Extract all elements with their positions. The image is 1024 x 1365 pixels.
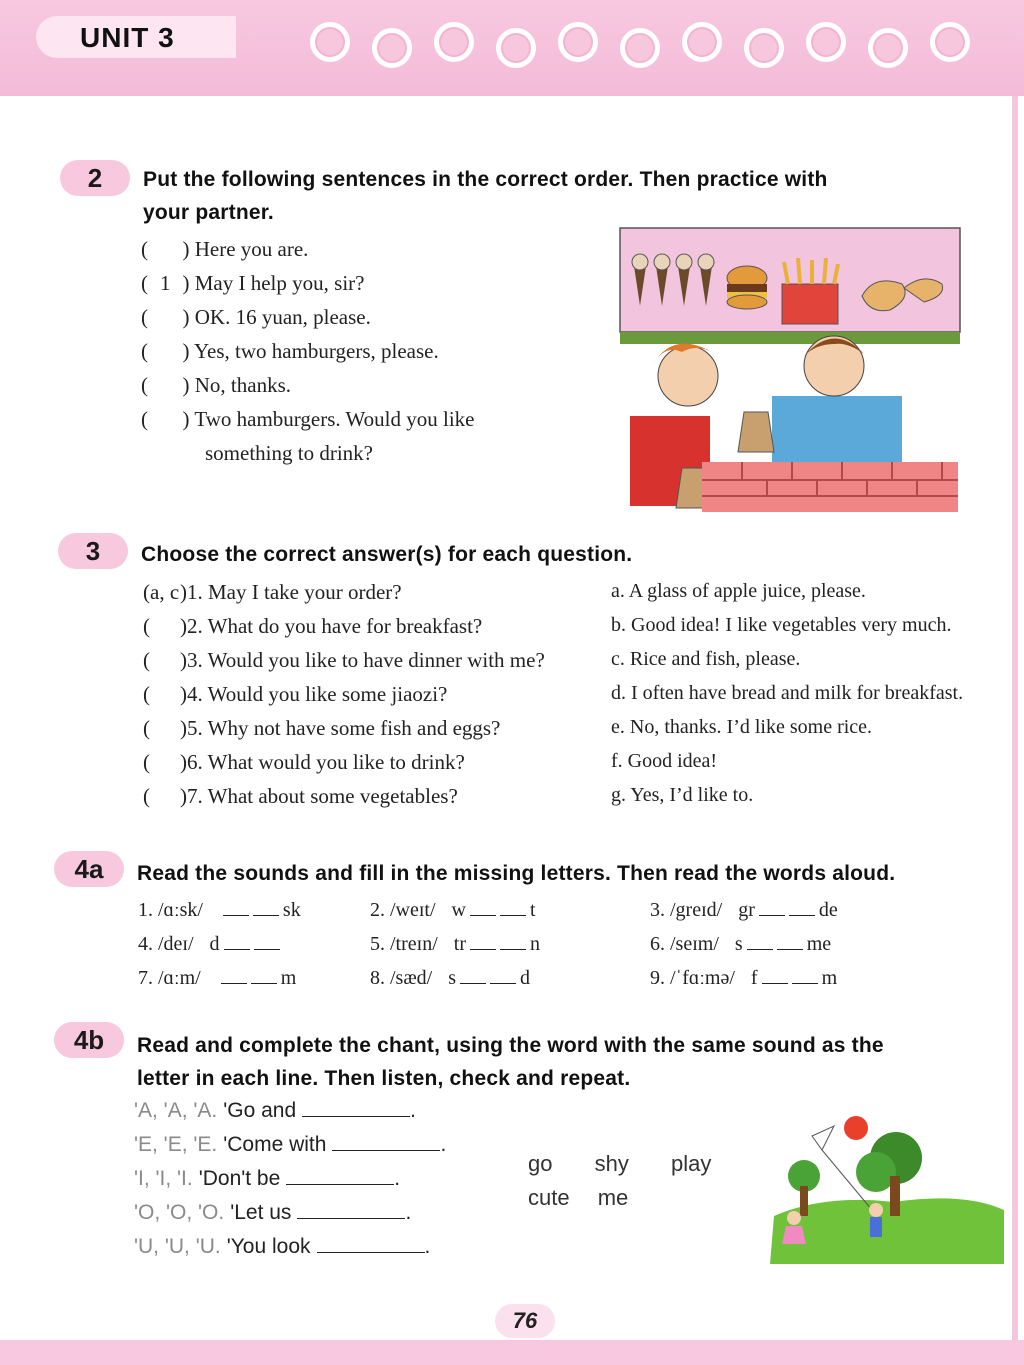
phonetic-item	[370, 967, 530, 990]
phonetic-item	[138, 899, 301, 922]
phonetic-label: 1. /ɑːsk/	[138, 899, 203, 921]
chant-end: .	[424, 1235, 431, 1258]
section-2-badge: 2	[60, 160, 130, 196]
word-end: de	[818, 899, 838, 921]
order-item: ( ) Two hamburgers. Would you like	[141, 407, 475, 431]
order-text: OK. 16 yuan, please.	[194, 305, 371, 329]
chant-text: 'Don't be	[198, 1167, 281, 1190]
chant-blank	[332, 1150, 440, 1151]
chant-end: .	[405, 1201, 412, 1224]
word-start: w	[451, 899, 466, 921]
letter-blank	[792, 982, 818, 984]
section-2-item-continuation: something to drink?	[205, 441, 373, 465]
order-number: 1	[160, 271, 171, 295]
phonetic-item	[650, 899, 838, 922]
kite-park-illustration	[764, 1106, 1008, 1266]
letter-blank	[221, 982, 247, 984]
word-start: s	[734, 933, 743, 955]
letter-blank	[460, 982, 486, 984]
order-item: ( ) No, thanks.	[141, 373, 291, 397]
word-end: m	[821, 967, 838, 989]
word-end: t	[530, 899, 536, 921]
answer-option: d. I often have bread and milk for breakfast.	[611, 682, 964, 704]
phonetic-label: 5. /treɪn/	[370, 933, 438, 955]
word-end: sk	[282, 899, 301, 921]
chant-line	[134, 1099, 416, 1123]
phonetic-label: 2. /weɪt/	[370, 899, 436, 921]
letter-blank	[470, 914, 496, 916]
word-end: n	[529, 933, 540, 955]
phonetic-label: 8. /sæd/	[370, 967, 433, 989]
header-decoration	[310, 14, 1024, 66]
letter-blank	[470, 948, 496, 950]
word-start: s	[448, 967, 457, 989]
question-item: ( )4. Would you like some jiaozi?	[143, 682, 448, 706]
phonetic-item	[370, 899, 536, 922]
chant-end: .	[394, 1167, 401, 1190]
answer-option: g. Yes, I’d like to.	[611, 784, 754, 806]
letter-blank	[777, 948, 803, 950]
question-text: 3. Would you like to have dinner with me?	[187, 648, 545, 672]
order-text: Two hamburgers. Would you like	[194, 407, 475, 431]
word-bank-word: me	[597, 1185, 629, 1210]
word-bank-word: go	[528, 1151, 553, 1176]
word-start: tr	[453, 933, 466, 955]
chant-line	[134, 1201, 411, 1225]
order-text: No, thanks.	[194, 373, 291, 397]
letter-blank	[224, 948, 250, 950]
question-text: 2. What do you have for breakfast?	[187, 614, 483, 638]
question-text: 7. What about some vegetables?	[187, 784, 458, 808]
phonetic-label: 3. /greɪd/	[650, 899, 723, 921]
section-4a-badge: 4a	[54, 851, 124, 887]
question-item: ( )2. What do you have for breakfast?	[143, 614, 483, 638]
unit-title: UNIT 3	[80, 22, 175, 53]
answer-option: a. A glass of apple juice, please.	[611, 580, 866, 602]
word-bank-word: cute	[528, 1185, 570, 1210]
fast-food-illustration	[612, 226, 964, 514]
chant-end: .	[410, 1099, 416, 1122]
chant-text: 'Go and	[223, 1099, 297, 1122]
chant-end: .	[440, 1133, 447, 1156]
chant-blank	[297, 1218, 405, 1219]
order-item: ( ) OK. 16 yuan, please.	[141, 305, 371, 329]
letter-blank	[500, 914, 526, 916]
letter-blank	[490, 982, 516, 984]
question-text: 5. Why not have some fish and eggs?	[187, 716, 501, 740]
word-bank-word: play	[670, 1151, 712, 1176]
chant-blank	[317, 1252, 425, 1253]
chant-line	[134, 1167, 400, 1191]
chant-letters: 'E, 'E, 'E.	[134, 1133, 218, 1156]
phonetic-item	[138, 967, 296, 990]
order-text: Here you are.	[194, 237, 309, 261]
answer-option: c. Rice and fish, please.	[611, 648, 801, 670]
footer-band	[0, 1340, 1024, 1365]
section-2-instruction: Put the following sentences in the correct order. Then practice with	[143, 168, 828, 191]
word-start: gr	[738, 899, 755, 921]
chant-letters: 'I, 'I, 'I.	[134, 1167, 193, 1190]
section-2-instruction-cont: your partner.	[143, 201, 274, 224]
word-bank-row-1	[528, 1151, 711, 1177]
letter-blank	[223, 914, 249, 916]
answer-option: f. Good idea!	[611, 750, 718, 772]
chant-blank	[286, 1184, 394, 1185]
phonetic-item	[370, 933, 540, 956]
answer-slot: a, c	[150, 580, 180, 604]
question-item: ( )5. Why not have some fish and eggs?	[143, 716, 501, 740]
word-end: d	[520, 967, 531, 989]
word-start: d	[209, 933, 220, 955]
chant-letters: 'U, 'U, 'U.	[134, 1235, 221, 1258]
order-item: ( 1 ) May I help you, sir?	[141, 271, 365, 295]
chant-text: 'You look	[226, 1235, 311, 1258]
phonetic-label: 9. /ˈfɑːmə/	[650, 967, 735, 989]
chant-text: 'Let us	[230, 1201, 292, 1224]
chant-blank	[302, 1116, 410, 1117]
section-4b-badge: 4b	[54, 1022, 124, 1058]
chant-text: 'Come with	[223, 1133, 327, 1156]
letter-blank	[789, 914, 815, 916]
phonetic-label: 6. /seɪm/	[650, 933, 719, 955]
letter-blank	[251, 982, 277, 984]
question-text: 1. May I take your order?	[187, 580, 402, 604]
letter-blank	[500, 948, 526, 950]
order-text: Yes, two hamburgers, please.	[193, 339, 439, 363]
letter-blank	[762, 982, 788, 984]
letter-blank	[747, 948, 773, 950]
answer-option: b. Good idea! I like vegetables very much.	[611, 614, 952, 636]
chant-letters: 'O, 'O, 'O.	[134, 1201, 225, 1224]
phonetic-item	[138, 933, 284, 956]
order-text: May I help you, sir?	[194, 271, 365, 295]
question-item: (a, c)1. May I take your order?	[143, 580, 402, 604]
page-number: 76	[495, 1304, 555, 1338]
word-bank-word: shy	[594, 1151, 629, 1176]
letter-blank	[254, 948, 280, 950]
question-text: 6. What would you like to drink?	[187, 750, 465, 774]
word-end: me	[806, 933, 832, 955]
section-4a-instruction: Read the sounds and fill in the missing letters. Then read the words aloud.	[137, 862, 896, 885]
letter-blank	[253, 914, 279, 916]
chant-letters: 'A, 'A, 'A.	[134, 1099, 218, 1122]
section-4b-instruction: Read and complete the chant, using the word with the same sound as the	[137, 1034, 884, 1057]
question-text: 4. Would you like some jiaozi?	[187, 682, 448, 706]
question-item: ( )6. What would you like to drink?	[143, 750, 465, 774]
order-item: ( ) Here you are.	[141, 237, 309, 261]
word-bank-row-2	[528, 1185, 628, 1211]
phonetic-item	[650, 933, 831, 956]
phonetic-item	[650, 967, 837, 990]
answer-option: e. No, thanks. I’d like some rice.	[611, 716, 873, 738]
letter-blank	[759, 914, 785, 916]
phonetic-label: 7. /ɑːm/	[138, 967, 201, 989]
order-item: ( ) Yes, two hamburgers, please.	[141, 339, 439, 363]
section-3-instruction: Choose the correct answer(s) for each question.	[141, 543, 633, 566]
phonetic-label: 4. /deɪ/	[138, 933, 194, 955]
section-4b-instruction-cont: letter in each line. Then listen, check and repeat.	[137, 1067, 631, 1090]
word-start: f	[750, 967, 758, 989]
question-item: ( )7. What about some vegetables?	[143, 784, 458, 808]
chant-line	[134, 1235, 430, 1259]
chant-line	[134, 1133, 446, 1157]
right-margin-band	[1012, 96, 1018, 1346]
section-3-badge: 3	[58, 533, 128, 569]
word-end: m	[280, 967, 297, 989]
question-item: ( )3. Would you like to have dinner with me?	[143, 648, 545, 672]
